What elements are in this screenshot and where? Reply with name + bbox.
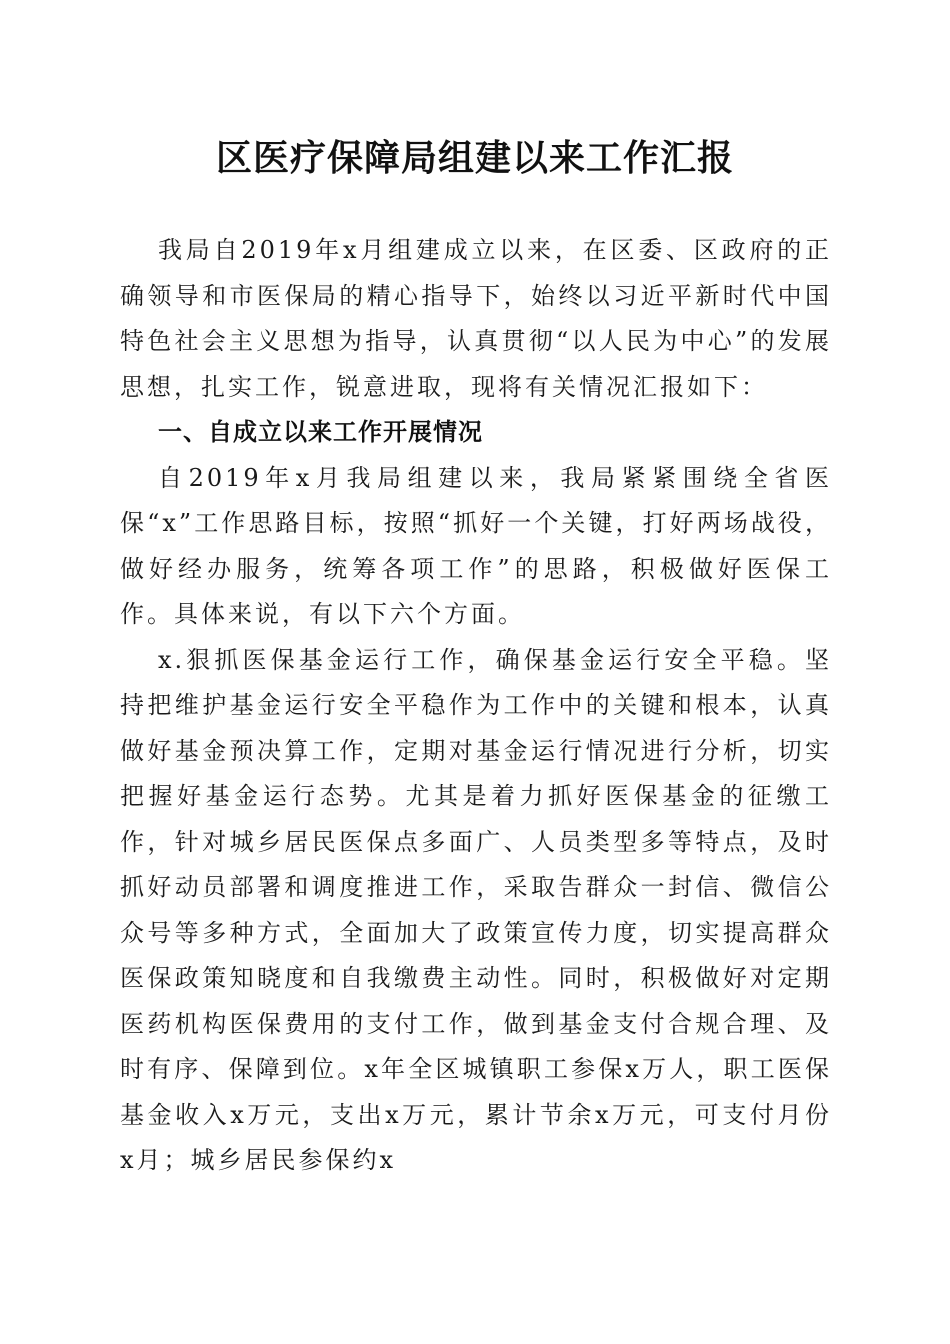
- intro-paragraph: 我局自2019年x月组建成立以来，在区委、区政府的正确领导和市医保局的精心指导下，始终以习近平新时代中国特色社会主义思想为指导，认真贯彻“以人民为中心”的发展思想，扎实工作，锐意进取，现将有关情况汇报如下：: [120, 236, 832, 401]
- fund-operation-paragraph: x.狠抓医保基金运行工作，确保基金运行安全平稳。坚持把维护基金运行安全平稳作为工作中的关键和根本，认真做好基金预决算工作，定期对基金运行情况进行分析，切实把握好基金运行态势。尤其是着力抓好医保基金的征缴工作，针对城乡居民医保点多面广、人员类型多等特点，及时抓好动员部署和调度推进工作，采取告群众一封信、微信公众号等多种方式，全面加大了政策宣传力度，切实提高群众医保政策知晓度和自我缴费主动性。同时，积极做好对定期医药机构医保费用的支付工作，做到基金支付合规合理、及时有序、保障到位。x年全区城镇职工参保x万人，职工医保基金收入x万元，支出x万元，累计节余x万元，可支付月份x月；城乡居民参保约x: [120, 645, 832, 1174]
- document-title: 区医疗保障局组建以来工作汇报: [215, 137, 734, 179]
- section-heading: 一、自成立以来工作开展情况: [158, 418, 483, 446]
- overview-paragraph: 自2019年x月我局组建以来，我局紧紧围绕全省医保“x”工作思路目标，按照“抓好一个关键，打好两场战役，做好经办服务，统筹各项工作”的思路，积极做好医保工作。具体来说，有以下六个方面。: [120, 463, 832, 628]
- document-body: [120, 228, 832, 1184]
